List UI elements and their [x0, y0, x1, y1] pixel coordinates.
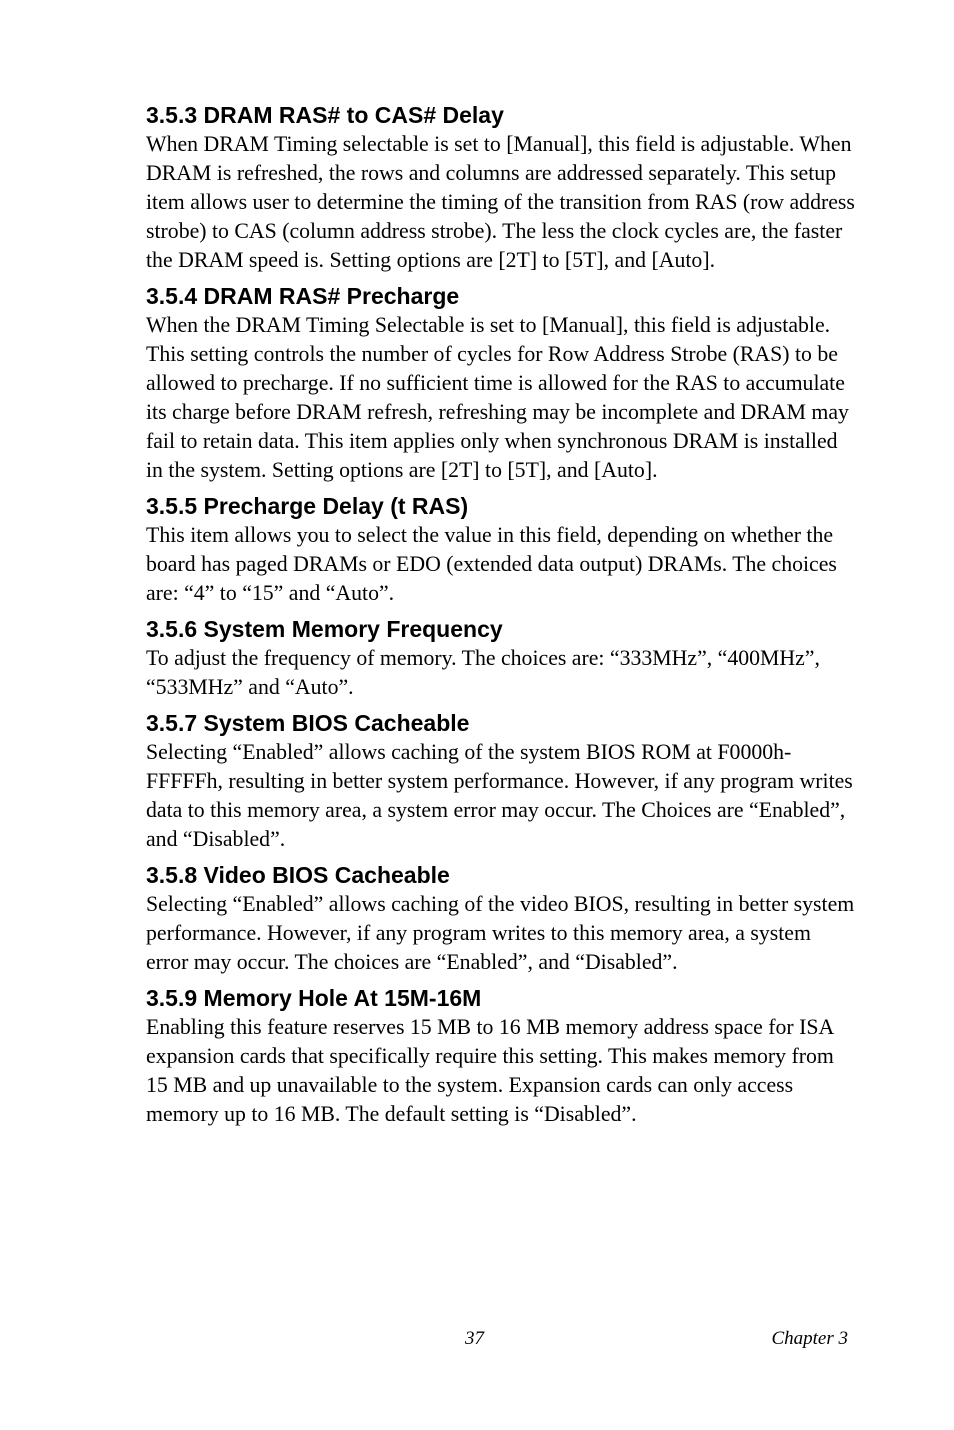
- section-body: Enabling this feature reserves 15 MB to 16 MB memory address space for ISA expansion cards that specifically require this setting. This makes memory from 15 MB and up unavailable to the system. Expansion cards can only access memory up to 16 MB. The default setting is “Disabled”.: [146, 1015, 834, 1126]
- section-heading: 3.5.8 Video BIOS Cacheable: [146, 862, 450, 888]
- chapter-label: Chapter 3: [771, 1328, 848, 1349]
- section-body: Selecting “Enabled” allows caching of the system BIOS ROM at F0000h-FFFFFh, resulting in better system performance. However, if any program writes data to this memory area, a system error may occur. The Choices are “Enabled”, and “Disabled”.: [146, 740, 853, 851]
- section-heading: 3.5.7 System BIOS Cacheable: [146, 710, 470, 736]
- section-heading: 3.5.6 System Memory Frequency: [146, 616, 503, 642]
- section-heading: 3.5.5 Precharge Delay (t RAS): [146, 493, 469, 519]
- section-system-memory-frequency: [146, 614, 856, 702]
- section-system-bios-cacheable: [146, 708, 856, 854]
- section-body: This item allows you to select the value in this field, depending on whether the board has paged DRAMs or EDO (extended data output) DRAMs. The choices are: “4” to “15” and “Auto”.: [146, 523, 837, 605]
- section-heading: 3.5.4 DRAM RAS# Precharge: [146, 283, 460, 309]
- section-video-bios-cacheable: [146, 860, 856, 977]
- page-content: [146, 100, 856, 1135]
- section-dram-ras-to-cas-delay: [146, 100, 856, 275]
- section-body: When the DRAM Timing Selectable is set to [Manual], this field is adjustable. This setting controls the number of cycles for Row Address Strobe (RAS) to be allowed to precharge. If no sufficient time is allowed for the RAS to accumulate its charge before DRAM refresh, refreshing may be incomplete and DRAM may fail to retain data. This item applies only when synchronous DRAM is installed in the system. Setting options are [2T] to [5T], and [Auto].: [146, 313, 849, 482]
- section-body: To adjust the frequency of memory. The choices are: “333MHz”, “400MHz”, “533MHz” and “Auto”.: [146, 646, 820, 699]
- section-precharge-delay: [146, 491, 856, 608]
- section-memory-hole: [146, 983, 856, 1129]
- page-footer: [0, 1328, 954, 1356]
- page-number: 37: [465, 1328, 484, 1349]
- section-body: Selecting “Enabled” allows caching of the video BIOS, resulting in better system performance. However, if any program writes to this memory area, a system error may occur. The choices are “Enabled”, and “Disabled”.: [146, 892, 855, 974]
- section-body: When DRAM Timing selectable is set to [Manual], this field is adjustable. When DRAM is refreshed, the rows and columns are addressed separately. This setup item allows user to determine the timing of the transition from RAS (row address strobe) to CAS (column address strobe). The less the clock cycles are, the faster the DRAM speed is. Setting options are [2T] to [5T], and [Auto].: [146, 132, 855, 272]
- section-heading: 3.5.3 DRAM RAS# to CAS# Delay: [146, 102, 504, 128]
- section-dram-ras-precharge: [146, 281, 856, 485]
- section-heading: 3.5.9 Memory Hole At 15M-16M: [146, 985, 482, 1011]
